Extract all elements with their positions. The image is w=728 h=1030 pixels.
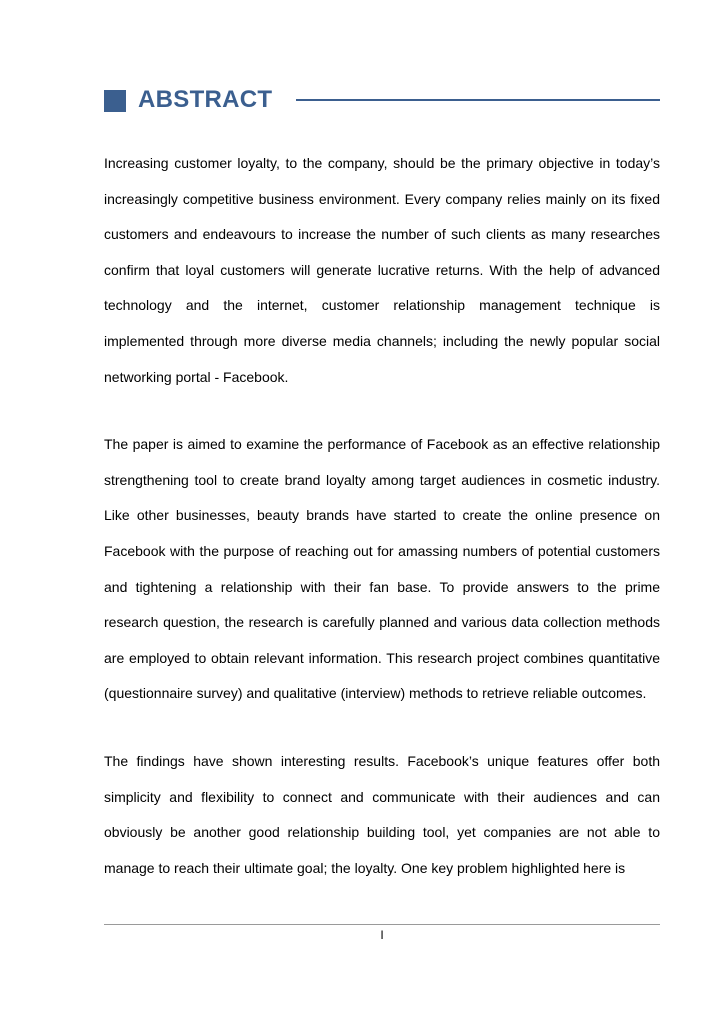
heading-square-icon xyxy=(104,90,126,112)
heading-title: ABSTRACT xyxy=(138,86,273,113)
heading-rule xyxy=(296,99,660,101)
abstract-paragraph-3: The findings have shown interesting results. Facebook’s unique features offer both simplicity and flexibility to connect and communicate with their audiences and can obviously be another good relationship building tool, yet companies are not able to manage to reach their ultimate goal; the loyalty. One key problem highlighted here is xyxy=(104,752,660,876)
page-number: I xyxy=(380,928,384,942)
abstract-paragraph-1: Increasing customer loyalty, to the company, should be the primary objective in today’s increasingly competitive business environment. Every company relies mainly on its fixed customers and endeavours to increase the number of such clients as many researches confirm that loyal customers will generate lucrative returns. With the help of advanced technology and the internet, customer relationship management technique is implemented through more diverse media channels; including the newly popular social networking portal - Facebook. xyxy=(104,155,660,385)
abstract-body xyxy=(104,146,660,918)
footer-rule xyxy=(104,924,660,925)
section-heading xyxy=(104,82,660,118)
abstract-paragraph-2: The paper is aimed to examine the performance of Facebook as an effective relationship strengthening tool to create brand loyalty among target audiences in cosmetic industry. Like other businesses, beauty brands have started to create the online presence on Facebook with the purpose of reaching out for amassing numbers of potential customers and tightening a relationship with their fan base. To provide answers to the prime research question, the research is carefully planned and various data collection methods are employed to obtain relevant information. This research project combines quantitative (questionnaire survey) and qualitative (interview) methods to retrieve reliable outcomes. xyxy=(104,436,660,702)
